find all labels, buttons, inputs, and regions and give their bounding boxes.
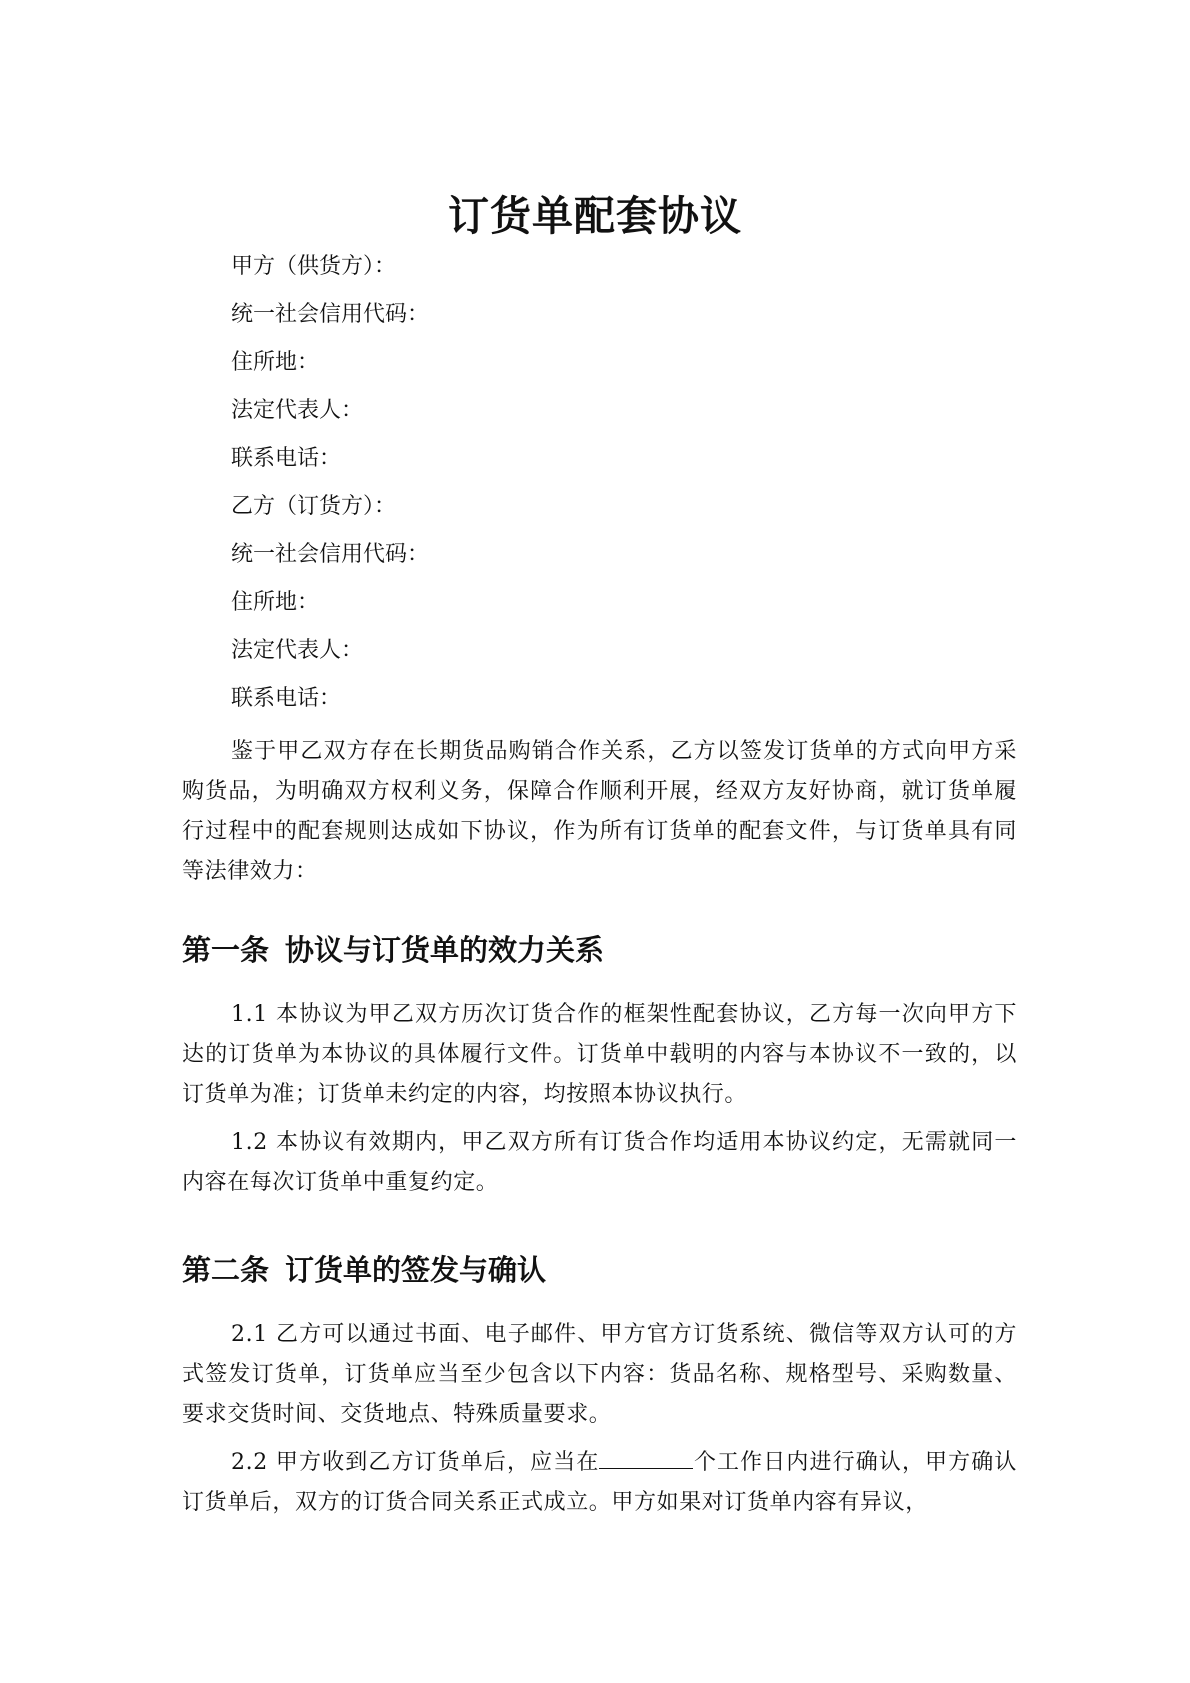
party-a-name-line: 甲方（供货方）： xyxy=(231,254,397,279)
section-1-heading xyxy=(182,930,604,970)
party-b-credit-code-line: 统一社会信用代码： xyxy=(231,542,430,567)
party-b-address-line: 住所地： xyxy=(231,590,320,615)
document-title: 订货单配套协议 xyxy=(448,192,742,241)
clause-1-1: 1.1 本协议为甲乙双方历次订货合作的框架性配套协议，乙方每一次向甲方下达的订货单为本协议的具体履行文件。订货单中载明的内容与本协议不一致的，以订货单为准；订货单未约定的内容，均按照本协议执行。 xyxy=(182,1002,1017,1107)
section-2-number: 第二条 xyxy=(182,1253,270,1287)
party-a-representative-line: 法定代表人： xyxy=(231,398,364,423)
clause-2-1: 2.1 乙方可以通过书面、电子邮件、甲方官方订货系统、微信等双方认可的方式签发订货单，订货单应当至少包含以下内容：货品名称、规格型号、采购数量、要求交货时间、交货地点、特殊质量要求。 xyxy=(182,1322,1017,1427)
confirmation-days-blank xyxy=(599,1446,693,1469)
clause-1-2: 1.2 本协议有效期内，甲乙双方所有订货合作均适用本协议约定，无需就同一内容在每次订货单中重复约定。 xyxy=(182,1130,1017,1195)
clause-2-2-before-blank: 2.2 甲方收到乙方订货单后，应当在 xyxy=(231,1450,600,1475)
party-info-list xyxy=(231,243,429,723)
party-b-phone-line: 联系电话： xyxy=(231,686,342,711)
section-2-heading xyxy=(182,1250,546,1290)
preamble-paragraph: 鉴于甲乙双方存在长期货品购销合作关系，乙方以签发订货单的方式向甲方采购货品，为明确双方权利义务，保障合作顺利开展，经双方友好协商，就订货单履行过程中的配套规则达成如下协议，作为所有订货单的配套文件，与订货单具有同等法律效力： xyxy=(182,739,1017,884)
party-b-representative-line: 法定代表人： xyxy=(231,638,364,663)
section-1-number: 第一条 xyxy=(182,933,270,967)
party-a-phone-line: 联系电话： xyxy=(231,446,342,471)
party-b-name-line: 乙方（订货方）： xyxy=(231,494,397,519)
party-a-credit-code-line: 统一社会信用代码： xyxy=(231,302,430,327)
section-1-title: 协议与订货单的效力关系 xyxy=(285,933,605,967)
clause-2-2-after-blank: 个工作日内进行确认，甲方确认订货单后，双方的订货合同关系正式成立。甲方如果对订货单内容有异议， xyxy=(182,1450,1017,1515)
section-2-title: 订货单的签发与确认 xyxy=(285,1253,547,1287)
party-a-address-line: 住所地： xyxy=(231,350,320,375)
clause-2-2 xyxy=(182,1443,1017,1523)
